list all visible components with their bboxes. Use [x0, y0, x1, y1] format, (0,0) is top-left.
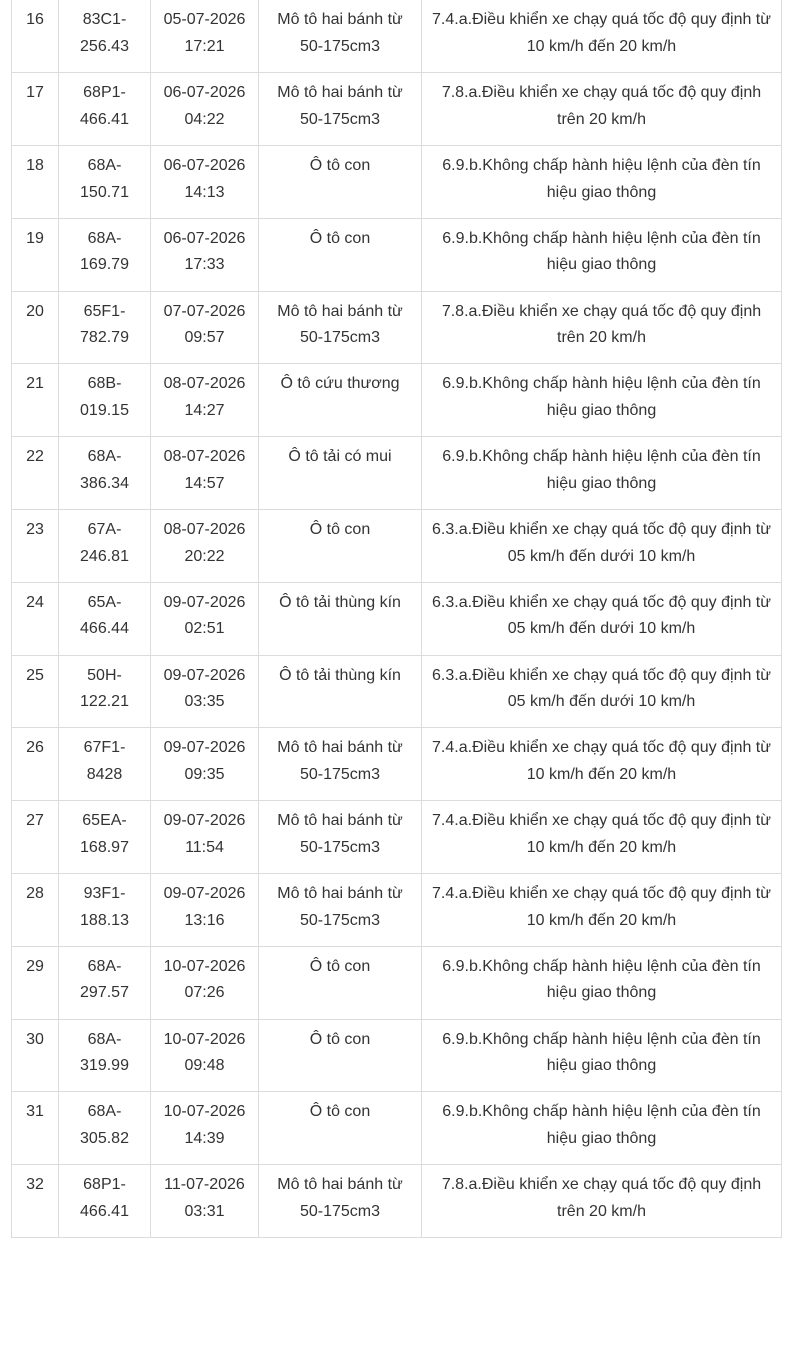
- plate-cell: [59, 0, 151, 73]
- stt-cell-text: 32: [26, 1176, 44, 1194]
- violation-cell: [422, 1019, 782, 1092]
- vehicle-type-cell: [259, 437, 422, 510]
- datetime-cell: [151, 582, 259, 655]
- datetime-cell-text: 09:57: [184, 329, 225, 347]
- plate-cell-text: 65A-: [87, 593, 122, 611]
- stt-cell: [12, 437, 59, 510]
- plate-cell: [59, 510, 151, 583]
- violation-cell: [422, 1165, 782, 1238]
- stt-cell-text: 20: [26, 302, 44, 320]
- stt-cell-text: 24: [26, 593, 44, 611]
- plate-cell-text: 65F1-: [83, 302, 126, 320]
- datetime-cell: [151, 946, 259, 1019]
- vehicle-type-cell-text: Mô tô hai bánh từ 50-175cm3: [277, 1176, 403, 1220]
- stt-cell-text: 22: [26, 448, 44, 466]
- stt-cell: [12, 146, 59, 219]
- datetime-cell: [151, 73, 259, 146]
- plate-cell: [59, 946, 151, 1019]
- plate-cell-text: 466.41: [80, 1202, 129, 1220]
- plate-cell-text: 68P1-: [83, 84, 126, 102]
- stt-cell-text: 28: [26, 885, 44, 903]
- datetime-cell-text: 06-07-2026: [163, 229, 246, 247]
- plate-cell-text: 256.43: [80, 37, 129, 55]
- stt-cell-text: 19: [26, 229, 44, 247]
- plate-cell-text: 68B-: [87, 375, 122, 393]
- plate-cell-text: 93F1-: [83, 885, 126, 903]
- stt-cell: [12, 291, 59, 364]
- plate-cell-text: 67F1-: [83, 739, 126, 757]
- violation-cell: [422, 0, 782, 73]
- violation-cell-text: 6.9.b.Không chấp hành hiệu lệnh của đèn tín hiệu giao thông: [442, 229, 761, 274]
- violation-cell-text: 7.4.a.Điều khiển xe chạy quá tốc độ quy định từ 10 km/h đến 20 km/h: [432, 812, 771, 856]
- table-row: [12, 1165, 782, 1238]
- datetime-cell-text: 11-07-2026: [164, 1176, 245, 1194]
- datetime-cell: [151, 728, 259, 801]
- violation-cell: [422, 510, 782, 583]
- stt-cell-text: 17: [26, 84, 44, 102]
- vehicle-type-cell-text: Ô tô con: [309, 957, 371, 975]
- stt-cell-text: 26: [26, 739, 44, 757]
- violation-cell: [422, 291, 782, 364]
- vehicle-type-cell-text: Ô tô con: [309, 1030, 371, 1048]
- datetime-cell-text: 04:22: [184, 110, 225, 128]
- datetime-cell: [151, 437, 259, 510]
- violation-cell-text: 6.9.b.Không chấp hành hiệu lệnh của đèn tín hiệu giao thông: [442, 157, 761, 201]
- vehicle-type-cell-text: Ô tô con: [309, 229, 371, 247]
- vehicle-type-cell: [259, 1092, 422, 1165]
- stt-cell: [12, 1092, 59, 1165]
- stt-cell: [12, 582, 59, 655]
- stt-cell: [12, 73, 59, 146]
- plate-cell-text: 122.21: [80, 693, 129, 711]
- plate-cell: [59, 364, 151, 437]
- stt-cell-text: 23: [26, 521, 44, 539]
- plate-cell: [59, 1092, 151, 1165]
- vehicle-type-cell: [259, 73, 422, 146]
- plate-cell: [59, 1019, 151, 1092]
- table-row: [12, 218, 782, 291]
- violation-cell: [422, 946, 782, 1019]
- stt-cell-text: 29: [26, 957, 44, 975]
- plate-cell-text: 67A-: [87, 521, 122, 539]
- plate-cell: [59, 655, 151, 728]
- plate-cell-text: 68A-: [87, 1030, 122, 1048]
- violation-cell: [422, 218, 782, 291]
- violation-cell: [422, 1092, 782, 1165]
- plate-cell-text: 83C1-: [82, 11, 127, 28]
- datetime-cell: [151, 1165, 259, 1238]
- datetime-cell: [151, 0, 259, 73]
- plate-cell: [59, 218, 151, 291]
- plate-cell-text: 305.82: [80, 1129, 129, 1147]
- plate-cell: [59, 728, 151, 801]
- table-row: [12, 0, 782, 73]
- datetime-cell-text: 14:13: [184, 183, 225, 201]
- vehicle-type-cell: [259, 1019, 422, 1092]
- plate-cell: [59, 146, 151, 219]
- vehicle-type-cell: [259, 1165, 422, 1238]
- plate-cell-text: 019.15: [80, 401, 129, 419]
- stt-cell: [12, 874, 59, 947]
- stt-cell: [12, 0, 59, 73]
- vehicle-type-cell-text: Ô tô con: [309, 521, 371, 539]
- stt-cell: [12, 801, 59, 874]
- violation-cell: [422, 73, 782, 146]
- stt-cell: [12, 1165, 59, 1238]
- stt-cell: [12, 655, 59, 728]
- datetime-cell-text: 14:57: [184, 474, 225, 492]
- datetime-cell-text: 03:35: [184, 693, 225, 711]
- plate-cell-text: 386.34: [80, 474, 129, 492]
- table-row: [12, 364, 782, 437]
- vehicle-type-cell: [259, 146, 422, 219]
- vehicle-type-cell-text: Ô tô con: [309, 157, 371, 175]
- table-row: [12, 946, 782, 1019]
- violation-cell: [422, 801, 782, 874]
- vehicle-type-cell: [259, 582, 422, 655]
- datetime-cell-text: 06-07-2026: [163, 157, 246, 175]
- datetime-cell: [151, 655, 259, 728]
- vehicle-type-cell: [259, 218, 422, 291]
- plate-cell-text: 246.81: [80, 547, 129, 565]
- violation-cell-text: 6.3.a.Điều khiển xe chạy quá tốc độ quy định từ 05 km/h đến dưới 10 km/h: [432, 593, 771, 638]
- violation-cell-text: 6.9.b.Không chấp hành hiệu lệnh của đèn tín hiệu giao thông: [442, 375, 761, 419]
- plate-cell-text: 8428: [86, 765, 123, 783]
- table-row: [12, 146, 782, 219]
- violation-cell-text: 6.3.a.Điều khiển xe chạy quá tốc độ quy định từ 05 km/h đến dưới 10 km/h: [432, 666, 771, 711]
- vehicle-type-cell-text: Ô tô tải thùng kín: [279, 593, 401, 611]
- datetime-cell-text: 09-07-2026: [163, 739, 246, 757]
- table-row: [12, 73, 782, 146]
- violation-cell-text: 7.4.a.Điều khiển xe chạy quá tốc độ quy định từ 10 km/h đến 20 km/h: [432, 11, 771, 55]
- vehicle-type-cell: [259, 728, 422, 801]
- plate-cell-text: 188.13: [80, 911, 129, 929]
- datetime-cell: [151, 146, 259, 219]
- plate-cell-text: 65EA-: [82, 812, 127, 830]
- plate-cell-text: 466.44: [80, 620, 129, 638]
- violations-table: [11, 0, 782, 1238]
- vehicle-type-cell: [259, 0, 422, 73]
- plate-cell-text: 782.79: [80, 329, 129, 347]
- datetime-cell-text: 08-07-2026: [163, 448, 246, 466]
- plate-cell: [59, 874, 151, 947]
- datetime-cell-text: 09:35: [184, 765, 225, 783]
- datetime-cell: [151, 1019, 259, 1092]
- plate-cell: [59, 801, 151, 874]
- stt-cell-text: 31: [26, 1103, 44, 1121]
- stt-cell-text: 21: [26, 375, 44, 393]
- vehicle-type-cell: [259, 655, 422, 728]
- datetime-cell-text: 03:31: [184, 1202, 225, 1220]
- violation-cell-text: 6.9.b.Không chấp hành hiệu lệnh của đèn tín hiệu giao thông: [442, 957, 761, 1002]
- plate-cell: [59, 582, 151, 655]
- vehicle-type-cell-text: Mô tô hai bánh từ 50-175cm3: [277, 739, 403, 783]
- vehicle-type-cell-text: Mô tô hai bánh từ 50-175cm3: [277, 84, 403, 128]
- vehicle-type-cell: [259, 510, 422, 583]
- plate-cell: [59, 291, 151, 364]
- violation-cell-text: 7.8.a.Điều khiển xe chạy quá tốc độ quy định trên 20 km/h: [441, 302, 762, 347]
- vehicle-type-cell: [259, 364, 422, 437]
- datetime-cell: [151, 874, 259, 947]
- vehicle-type-cell-text: Mô tô hai bánh từ 50-175cm3: [277, 812, 403, 856]
- plate-cell: [59, 1165, 151, 1238]
- vehicle-type-cell: [259, 801, 422, 874]
- violation-cell: [422, 874, 782, 947]
- table-row: [12, 291, 782, 364]
- datetime-cell-text: 09-07-2026: [163, 812, 246, 830]
- datetime-cell-text: 10-07-2026: [163, 1030, 246, 1048]
- datetime-cell-text: 17:21: [184, 37, 225, 55]
- datetime-cell-text: 14:39: [184, 1129, 225, 1147]
- plate-cell: [59, 73, 151, 146]
- datetime-cell-text: 13:16: [184, 911, 225, 929]
- plate-cell-text: 68A-: [87, 448, 122, 466]
- violation-cell: [422, 728, 782, 801]
- violation-cell: [422, 364, 782, 437]
- datetime-cell-text: 07:26: [184, 984, 225, 1002]
- plate-cell-text: 169.79: [80, 256, 129, 274]
- violation-cell-text: 6.9.b.Không chấp hành hiệu lệnh của đèn tín hiệu giao thông: [442, 448, 761, 492]
- violation-cell-text: 7.4.a.Điều khiển xe chạy quá tốc độ quy định từ 10 km/h đến 20 km/h: [432, 739, 771, 783]
- vehicle-type-cell: [259, 874, 422, 947]
- violation-cell-text: 6.9.b.Không chấp hành hiệu lệnh của đèn tín hiệu giao thông: [442, 1103, 761, 1147]
- table-row: [12, 1019, 782, 1092]
- plate-cell-text: 68A-: [87, 1103, 122, 1121]
- datetime-cell-text: 06-07-2026: [163, 84, 246, 102]
- violation-cell-text: 7.8.a.Điều khiển xe chạy quá tốc độ quy định trên 20 km/h: [441, 1176, 762, 1220]
- vehicle-type-cell-text: Mô tô hai bánh từ 50-175cm3: [277, 885, 403, 929]
- datetime-cell-text: 10-07-2026: [163, 1103, 246, 1121]
- violation-cell: [422, 146, 782, 219]
- datetime-cell-text: 05-07-2026: [163, 11, 246, 28]
- plate-cell: [59, 437, 151, 510]
- datetime-cell: [151, 364, 259, 437]
- stt-cell-text: 27: [26, 812, 44, 830]
- datetime-cell: [151, 801, 259, 874]
- plate-cell-text: 150.71: [80, 183, 129, 201]
- datetime-cell: [151, 218, 259, 291]
- stt-cell-text: 16: [26, 11, 44, 28]
- violation-cell-text: 7.4.a.Điều khiển xe chạy quá tốc độ quy định từ 10 km/h đến 20 km/h: [432, 885, 771, 929]
- stt-cell: [12, 218, 59, 291]
- datetime-cell-text: 09-07-2026: [163, 593, 246, 611]
- datetime-cell-text: 20:22: [184, 547, 225, 565]
- vehicle-type-cell-text: Mô tô hai bánh từ 50-175cm3: [277, 11, 403, 55]
- violation-cell: [422, 655, 782, 728]
- stt-cell: [12, 510, 59, 583]
- stt-cell-text: 30: [26, 1030, 44, 1048]
- datetime-cell-text: 09-07-2026: [163, 666, 246, 684]
- violation-cell: [422, 437, 782, 510]
- vehicle-type-cell-text: Ô tô tải thùng kín: [279, 666, 401, 684]
- datetime-cell-text: 02:51: [184, 620, 225, 638]
- datetime-cell: [151, 510, 259, 583]
- vehicle-type-cell-text: Ô tô tải có mui: [288, 448, 392, 466]
- plate-cell-text: 50H-: [87, 666, 122, 684]
- datetime-cell-text: 08-07-2026: [163, 521, 246, 539]
- table-row: [12, 655, 782, 728]
- vehicle-type-cell-text: Mô tô hai bánh từ 50-175cm3: [277, 302, 403, 347]
- vehicle-type-cell: [259, 946, 422, 1019]
- datetime-cell-text: 07-07-2026: [163, 302, 246, 320]
- violation-cell-text: 7.8.a.Điều khiển xe chạy quá tốc độ quy định trên 20 km/h: [441, 84, 762, 128]
- vehicle-type-cell-text: Ô tô con: [309, 1103, 371, 1121]
- datetime-cell-text: 10-07-2026: [163, 957, 246, 975]
- datetime-cell-text: 09-07-2026: [163, 885, 246, 903]
- stt-cell-text: 18: [26, 157, 44, 175]
- stt-cell: [12, 1019, 59, 1092]
- stt-cell: [12, 946, 59, 1019]
- plate-cell-text: 68P1-: [83, 1176, 126, 1194]
- vehicle-type-cell-text: Ô tô cứu thương: [280, 375, 400, 393]
- datetime-cell-text: 08-07-2026: [163, 375, 246, 393]
- plate-cell-text: 319.99: [80, 1057, 129, 1075]
- plate-cell-text: 68A-: [87, 157, 122, 175]
- plate-cell-text: 168.97: [80, 838, 129, 856]
- table-row: [12, 510, 782, 583]
- datetime-cell-text: 09:48: [184, 1057, 225, 1075]
- violation-cell-text: 6.9.b.Không chấp hành hiệu lệnh của đèn tín hiệu giao thông: [442, 1030, 761, 1075]
- vehicle-type-cell: [259, 291, 422, 364]
- table-row: [12, 728, 782, 801]
- datetime-cell-text: 17:33: [184, 256, 225, 274]
- plate-cell-text: 68A-: [87, 229, 122, 247]
- violations-table-body: [12, 0, 782, 1238]
- violation-cell-text: 6.3.a.Điều khiển xe chạy quá tốc độ quy định từ 05 km/h đến dưới 10 km/h: [432, 521, 771, 565]
- plate-cell-text: 68A-: [87, 957, 122, 975]
- table-row: [12, 801, 782, 874]
- datetime-cell: [151, 1092, 259, 1165]
- stt-cell-text: 25: [26, 666, 44, 684]
- stt-cell: [12, 364, 59, 437]
- stt-cell: [12, 728, 59, 801]
- table-row: [12, 437, 782, 510]
- violation-cell: [422, 582, 782, 655]
- table-row: [12, 1092, 782, 1165]
- plate-cell-text: 466.41: [80, 110, 129, 128]
- table-row: [12, 874, 782, 947]
- plate-cell-text: 297.57: [80, 984, 129, 1002]
- datetime-cell-text: 14:27: [184, 401, 225, 419]
- datetime-cell-text: 11:54: [185, 838, 224, 856]
- datetime-cell: [151, 291, 259, 364]
- table-row: [12, 582, 782, 655]
